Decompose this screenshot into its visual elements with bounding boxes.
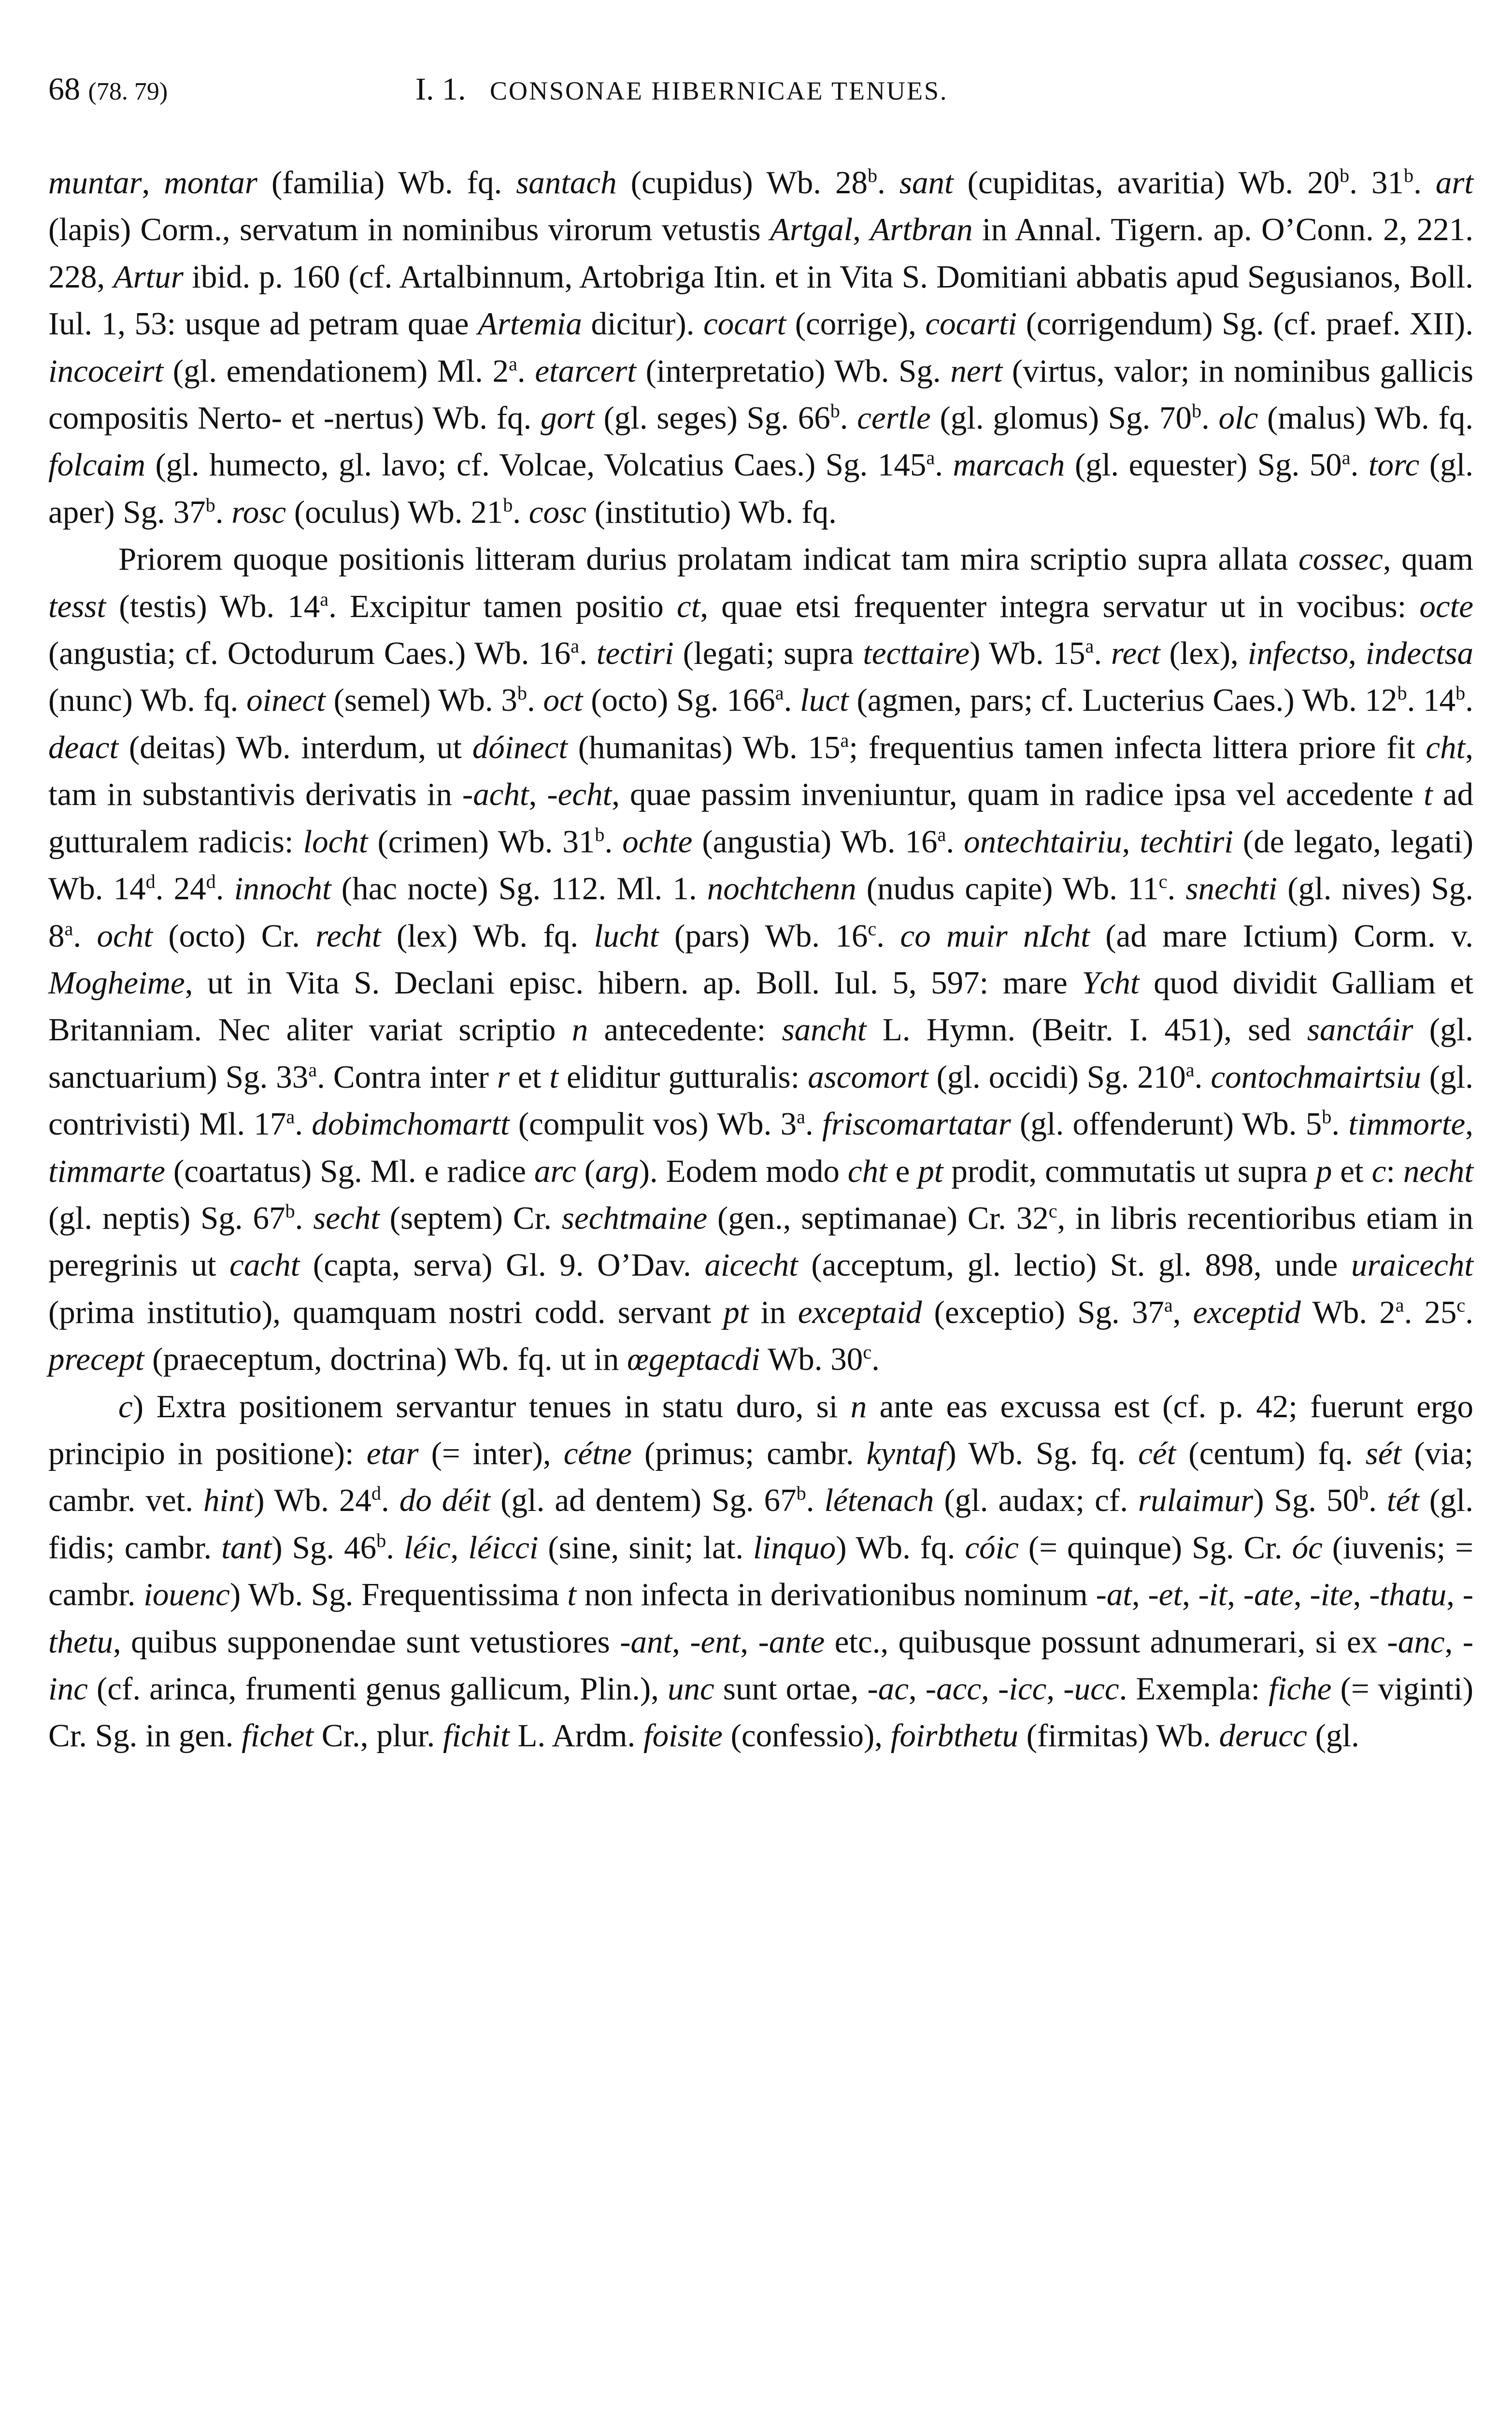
paragraph-2: Priorem quoque positionis litteram durius prolatam indicat tam mira scriptio supra allata cossec, quam tesst (testis) Wb. 14$^a$. Excipitur tamen positio ct, quae etsi frequenter integra servatur ut in vocibus: octe (angustia; cf. Octodurum Caes.) Wb. 16$^a$. tectiri (legati; supra tecttaire) Wb. 15$^a$. rect (lex), infectso, indectsa (nunc) Wb. fq. oinect (semel) Wb. 3$^b$. oct (octo) Sg. 166$^a$. luct (agmen, pars; cf. Lucterius Caes.) Wb. 12$^b$. 14$^b$. deact (deitas) Wb. interdum, ut dóinect (humanitas) Wb. 15$^a$; frequentius tamen infecta littera priore fit cht, tam in substantivis derivatis in -acht, -echt, quae passim inveniuntur, quam in radice ipsa vel accedente t ad gutturalem radicis: locht (crimen) Wb. 31$^b$. ochte (angustia) Wb. 16$^a$. ontechtairiu, techtiri (de legato, legati) Wb. 14$^d$. 24$^d$. innocht (hac nocte) Sg. 112. Ml. 1. nochtchenn (nudus capite) Wb. 11$^c$. snechti (gl. nives) Sg. 8$^a$. ocht (octo) Cr. recht (lex) Wb. fq. lucht (pars) Wb. 16$^c$. co muir nIcht (ad mare Ictium) Corm. v. Mogheime, ut in Vita S. Declani episc. hibern. ap. Boll. Iul. 5, 597: mare Ycht quod dividit Galliam et Britanniam. Nec aliter variat scriptio n antecedente: sancht L. Hymn. (Beitr. I. 451), sed sanctáir (gl. sanctuarium) Sg. 33$^a$. Contra inter r et t eliditur gutturalis: ascomort (gl. occidi) Sg. 210$^a$. contochmairtsiu (gl. contrivisti) Ml. 17$^a$. dobimchomartt (compulit vos) Wb. 3$^a$. friscomartatar (gl. offenderunt) Wb. 5$^b$. timmorte, timmarte (coartatus) Sg. Ml. e radice arc (arg). Eodem modo cht e pt prodit, commutatis ut supra p et c: necht (gl. neptis) Sg. 67$^b$. secht (septem) Cr. sechtmaine (gen., septimanae) Cr. 32$^c$, in libris recentioribus etiam in peregrinis ut cacht (capta, serva) Gl. 9. O’Dav. aicecht (acceptum, gl. lectio) St. gl. 898, unde uraicecht (prima institutio), quamquam nostri codd. servant pt in exceptaid (exceptio) Sg. 37$^a$, exceptid Wb. 2$^a$. 25$^c$. precept (praeceptum, doctrina) Wb. fq. ut in œgeptacdi Wb. 30$^c$. [48,541,1474,1378]
body-text [48,159,1473,1760]
page-number-group [48,68,168,114]
page-number: 68 [48,72,80,107]
page-reference: (78. 79) [88,78,168,105]
paragraph-1: muntar, montar (familia) Wb. fq. santach (cupidus) Wb. 28$^b$. sant (cupiditas, avaritia) Wb. 20$^b$. 31$^b$. art (lapis) Corm., servatum in nominibus virorum vetustis Artgal, Artbran in Annal. Tigern. ap. O’Conn. 2, 221. 228, Artur ibid. p. 160 (cf. Artalbinnum, Artobriga Itin. et in Vita S. Domitiani abbatis apud Segusianos, Boll. Iul. 1, 53: usque ad petram quae Artemia dicitur). cocart (corrige), cocarti (corrigendum) Sg. (cf. praef. XII). incoceirt (gl. emendationem) Ml. 2$^a$. etarcert (interpretatio) Wb. Sg. nert (virtus, valor; in nominibus gallicis compositis Nerto- et -nertus) Wb. fq. gort (gl. seges) Sg. 66$^b$. certle (gl. glomus) Sg. 70$^b$. olc (malus) Wb. fq. folcaim (gl. humecto, gl. lavo; cf. Volcae, Volcatius Caes.) Sg. 145$^a$. marcach (gl. equester) Sg. 50$^a$. torc (gl. aper) Sg. 37$^b$. rosc (oculus) Wb. 21$^b$. cosc (institutio) Wb. fq. [48,164,1474,530]
section-title: CONSONAE HIBERNICAE TENUES. [489,76,948,105]
paragraph-3: c) Extra positionem servantur tenues in statu duro, si n ante eas excussa est (cf. p. 42; fuerunt ergo principio in positione): etar (= inter), cétne (primus; cambr. kyntaf) Wb. Sg. fq. cét (centum) fq. sét (via; cambr. vet. hint) Wb. 24$^d$. do déit (gl. ad dentem) Sg. 67$^b$. létenach (gl. audax; cf. rulaimur) Sg. 50$^b$. tét (gl. fidis; cambr. tant) Sg. 46$^b$. léic, léicci (sine, sinit; lat. linquo) Wb. fq. cóic (= quinque) Sg. Cr. óc (iuvenis; = cambr. iouenc) Wb. Sg. Frequentissima t non infecta in derivationibus nominum -at, -et, -it, -ate, -ite, -thatu, -thetu, quibus supponendae sunt vetustiores -ant, -ent, -ante etc., quibusque possunt adnumerari, si ex -anc, -inc (cf. arinca, frumenti genus gallicum, Plin.), unc sunt ortae, -ac, -acc, -icc, -ucc. Exempla: fiche (= viginti) Cr. Sg. in gen. fichet Cr., plur. fichit L. Ardm. foisite (confessio), foirbthetu (firmitas) Wb. derucc (gl. [48,1388,1474,1754]
section-number: I. 1. [415,72,466,107]
section-heading [415,68,948,113]
